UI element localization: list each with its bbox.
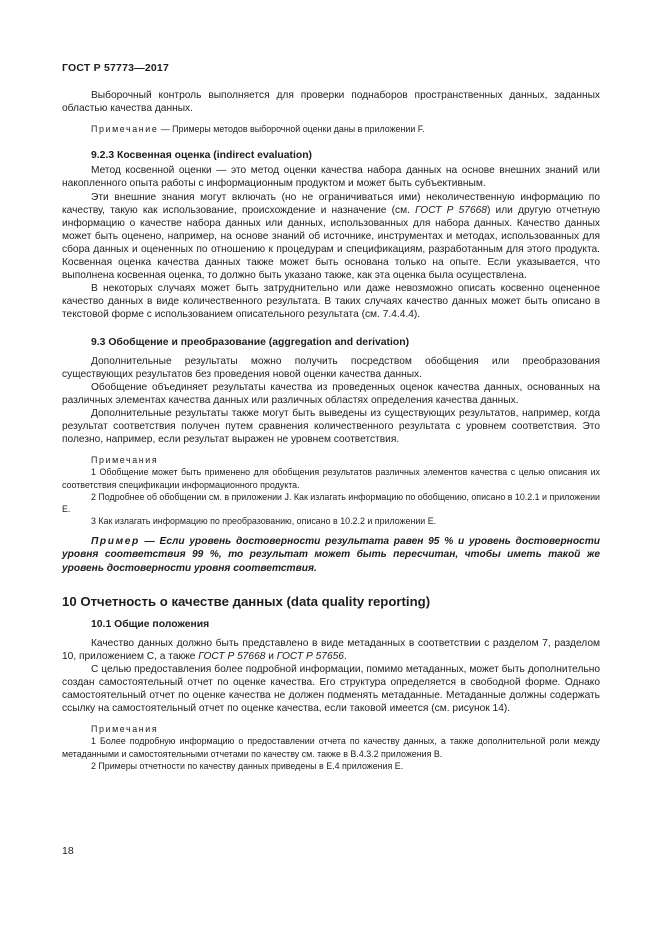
section-9-3-title: 9.3 Обобщение и преобразование (aggregation and derivation) bbox=[91, 336, 410, 348]
note-item: 1 Обобщение может быть применено для обобщения результатов различных элементов качества с целью описания их соответствия спецификации информационного продукта. bbox=[62, 467, 600, 490]
standard-reference: ГОСТ Р 57656 bbox=[276, 650, 344, 662]
section-10-1-title: 10.1 Общие положения bbox=[91, 618, 210, 630]
paragraph-reporting-2: С целью предоставления более подробной информации, помимо метаданных, может быть дополнительно создан самостоятельный отчет по оценке качества. Его структура определяется в свободной форме. Однако самостоятельный отчет по оценке качества не должен подменять метаданные. Метаданные должны содержать ссылку на самостоятельный отчет по оценке качества, если таковой имеется (см. рисунок 14). bbox=[62, 663, 600, 715]
paragraph-indirect-2: Эти внешние знания могут включать (но не ограничиваться ими) неколичественную информацию по качеству, такую как использование, происхождение и назначение (см. ГОСТ Р 57668) или другую отчетную информацию о качестве набора данных или данных, использованных для набора данных. Качество данных может быть оценено, например, на основе знаний об источнике, инструментах и методах, использованных для сбора данных и оцененных по отношению к процедурам и спецификациям, разработанным для этого продукта. Косвенная оценка качества данных также может быть основана только на опыте. Если указывается, что выполнена косвенная оценка, то должно быть указано также, как эта оценка была осуществлена. bbox=[62, 191, 600, 282]
standard-reference: ГОСТ Р 57668 bbox=[415, 204, 487, 216]
note-item: 3 Как излагать информацию по преобразованию, описано в 10.2.2 и приложении E. bbox=[91, 516, 437, 527]
section-10-title: 10 Отчетность о качестве данных (data quality reporting) bbox=[62, 593, 431, 609]
example-block bbox=[62, 535, 600, 574]
notes-label: Примечания bbox=[91, 455, 159, 466]
paragraph-aggregation-2: Обобщение объединяет результаты качества из проведенных оценок качества данных, основанных на различных элементах качества данных или различных областях определения качества данных. bbox=[62, 381, 600, 406]
standard-reference: ГОСТ Р 57668 bbox=[198, 650, 266, 662]
example-text: — Если уровень достоверности результата равен 95 % и уровень достоверности уровня соответствия 99 %, то результат может быть пересчитан, чтобы иметь такой же уровень достоверности уровня соответствия. bbox=[62, 536, 600, 574]
paragraph-sampling: Выборочный контроль выполняется для проверки поднаборов пространственных данных, заданных областью качества данных. bbox=[62, 90, 600, 115]
note-item: 2 Примеры отчетности по качеству данных приведены в E.4 приложения E. bbox=[91, 760, 404, 771]
paragraph-indirect-1: Метод косвенной оценки — это метод оценки качества набора данных на основе внешних знаний или накопленного опыта работы с информационным продуктом и может быть субъективным. bbox=[62, 165, 600, 190]
note-sampling bbox=[62, 123, 600, 135]
section-9-2-3-title: 9.2.3 Косвенная оценка (indirect evaluation) bbox=[91, 150, 313, 162]
note-item: 1 Более подробную информацию о предоставлении отчета по качеству данных, а также дополнительной роли между метаданными и самостоятельными отчетами по качеству см. также в B.4.3.2 приложения B. bbox=[62, 736, 600, 759]
example-label: Пример bbox=[91, 536, 140, 548]
page-number: 18 bbox=[62, 845, 74, 857]
notes-label: Примечания bbox=[91, 724, 159, 735]
note-label: Примечание bbox=[91, 124, 159, 135]
note-item: 2 Подробнее об обобщении см. в приложении J. Как излагать информацию по обобщению, описано в 10.2.1 и приложении E. bbox=[62, 491, 600, 514]
paragraph-aggregation-1: Дополнительные результаты можно получить посредством обобщения или преобразования существующих результатов без проведения новой оценки качества данных. bbox=[62, 355, 600, 380]
paragraph-reporting-1: Качество данных должно быть представлено в виде метаданных в соответствии с разделом 7, разделом 10, приложением C, а также ГОСТ Р 57668 и ГОСТ Р 57656. bbox=[62, 637, 600, 662]
paragraph-aggregation-3: Дополнительные результаты также могут быть выведены из существующих результатов, например, когда результат соответствия получен путем сравнения количественного результата с уровнем соответствия. Это полезно, например, если результат выражен не уровнем соответствия. bbox=[62, 407, 600, 446]
page-content bbox=[62, 89, 600, 772]
paragraph-indirect-3: В некоторых случаях может быть затруднительно или даже невозможно описать косвенно оцененное качество данных в виде количественного результата. В таких случаях качество данных может быть описано в текстовой форме с использованием описательного результата (см. 7.4.4.4). bbox=[62, 283, 600, 321]
document-header: ГОСТ Р 57773—2017 bbox=[62, 62, 170, 74]
note-text: — Примеры методов выборочной оценки даны в приложении F. bbox=[158, 124, 425, 135]
